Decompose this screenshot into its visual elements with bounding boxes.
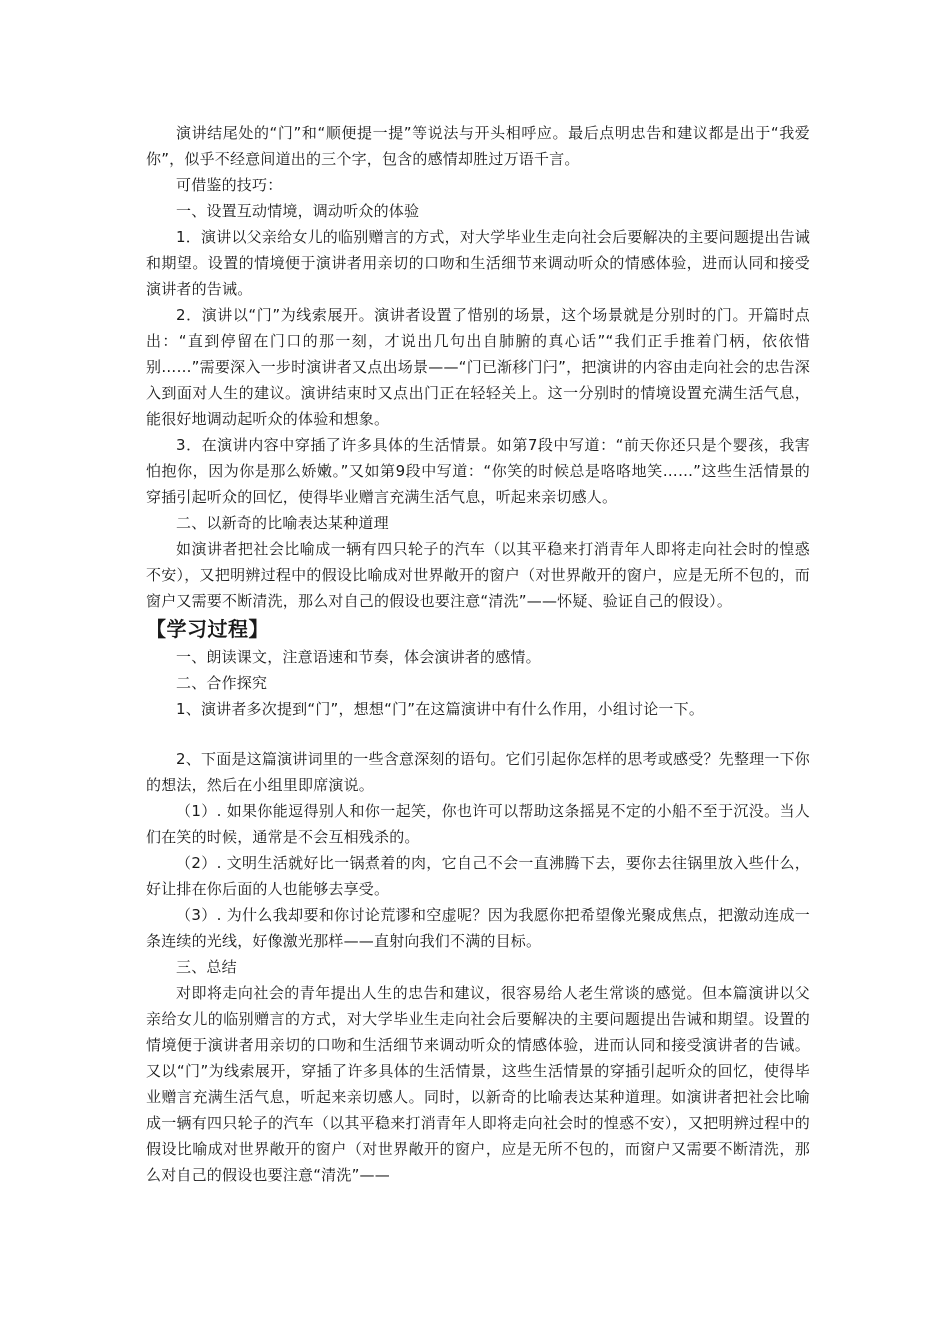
subheading-novel-metaphor: 二、以新奇的比喻表达某种道理	[176, 514, 389, 532]
paragraph-quote-3: （3）. 为什么我却要和你讨论荒谬和空虚呢？因为我愿你把希望像光聚成焦点，把激动连成一条连续的光线，好像激光那样——直射向我们不满的目标。	[146, 906, 810, 950]
paragraph-question-2: 2、下面是这篇演讲词里的一些含意深刻的语句。它们引起你怎样的思考或感受？先整理一下你的想法，然后在小组里即席演说。	[146, 750, 810, 794]
paragraph-conclusion-echo: 演讲结尾处的“门”和“顺便提一提”等说法与开头相呼应。最后点明忠告和建议都是出于“我爱你”，似乎不经意间道出的三个字，包含的感情却胜过万语千言。	[146, 124, 810, 168]
paragraph-question-1: 1、演讲者多次提到“门”，想想“门”在这篇演讲中有什么作用，小组讨论一下。	[176, 700, 705, 718]
paragraph-point-2: 2．演讲以“门”为线索展开。演讲者设置了惜别的场景，这个场景就是分别时的门。开篇时点出：“直到停留在门口的那一刻，才说出几句出自肺腑的真心话”“我们正手推着门柄，依依惜别……”需要深入一步时演讲者又点出场景——“门已渐移门闩”，把演讲的内容由走向社会的忠告深入到面对人生的建议。演讲结束时又点出门正在轻轻关上。这一分别时的情境设置充满生活气息，能很好地调动起听众的体验和想象。	[146, 306, 810, 428]
paragraph-quote-1: （1）. 如果你能逗得别人和你一起笑，你也许可以帮助这条摇晃不定的小船不至于沉没。当人们在笑的时候，通常是不会互相残杀的。	[146, 802, 810, 846]
section-heading-learning-process: 【学习过程】	[146, 617, 269, 641]
paragraph-quote-2: （2）. 文明生活就好比一锅煮着的肉，它自己不会一直沸腾下去，要你去往锅里放入些什么，好让排在你后面的人也能够去享受。	[146, 854, 810, 898]
paragraph-summary: 对即将走向社会的青年提出人生的忠告和建议，很容易给人老生常谈的感觉。但本篇演讲以父亲给女儿的临别赠言的方式，对大学毕业生走向社会后要解决的主要问题提出告诫和期望。设置的情境便于演讲者用亲切的口吻和生活细节来调动听众的情感体验，进而认同和接受演讲者的告诫。又以“门”为线索展开，穿插了许多具体的生活情景，这些生活情景的穿插引起听众的回忆，使得毕业赠言充满生活气息，听起来亲切感人。同时，以新奇的比喻表达某种道理。如演讲者把社会比喻成一辆有四只轮子的汽车（以其平稳来打消青年人即将走向社会时的惶惑不安），又把明辨过程中的假设比喻成对世界敞开的窗户（对世界敞开的窗户，应是无所不包的，而窗户又需要不断清洗，那么对自己的假设也要注意“清洗”——	[146, 984, 810, 1184]
document-body	[146, 120, 810, 1188]
subheading-summary: 三、总结	[176, 958, 237, 976]
blank-space	[146, 722, 810, 746]
paragraph-techniques-intro: 可借鉴的技巧：	[176, 176, 283, 194]
subheading-cooperative-inquiry: 二、合作探究	[176, 674, 268, 692]
paragraph-task-reading: 一、朗读课文，注意语速和节奏，体会演讲者的感情。	[176, 648, 541, 666]
subheading-interactive-context: 一、设置互动情境，调动听众的体验	[176, 202, 420, 220]
paragraph-metaphor-example: 如演讲者把社会比喻成一辆有四只轮子的汽车（以其平稳来打消青年人即将走向社会时的惶惑不安），又把明辨过程中的假设比喻成对世界敞开的窗户（对世界敞开的窗户，应是无所不包的，而窗户又需要不断清洗，那么对自己的假设也要注意“清洗”——怀疑、验证自己的假设）。	[146, 540, 810, 610]
paragraph-point-3: 3．在演讲内容中穿插了许多具体的生活情景。如第7段中写道：“前天你还只是个婴孩，我害怕抱你，因为你是那么娇嫩。”又如第9段中写道：“你笑的时候总是咯咯地笑……”这些生活情景的穿插引起听众的回忆，使得毕业赠言充满生活气息，听起来亲切感人。	[146, 436, 810, 506]
paragraph-point-1: 1．演讲以父亲给女儿的临别赠言的方式，对大学毕业生走向社会后要解决的主要问题提出告诫和期望。设置的情境便于演讲者用亲切的口吻和生活细节来调动听众的情感体验，进而认同和接受演讲者的告诫。	[146, 228, 810, 298]
